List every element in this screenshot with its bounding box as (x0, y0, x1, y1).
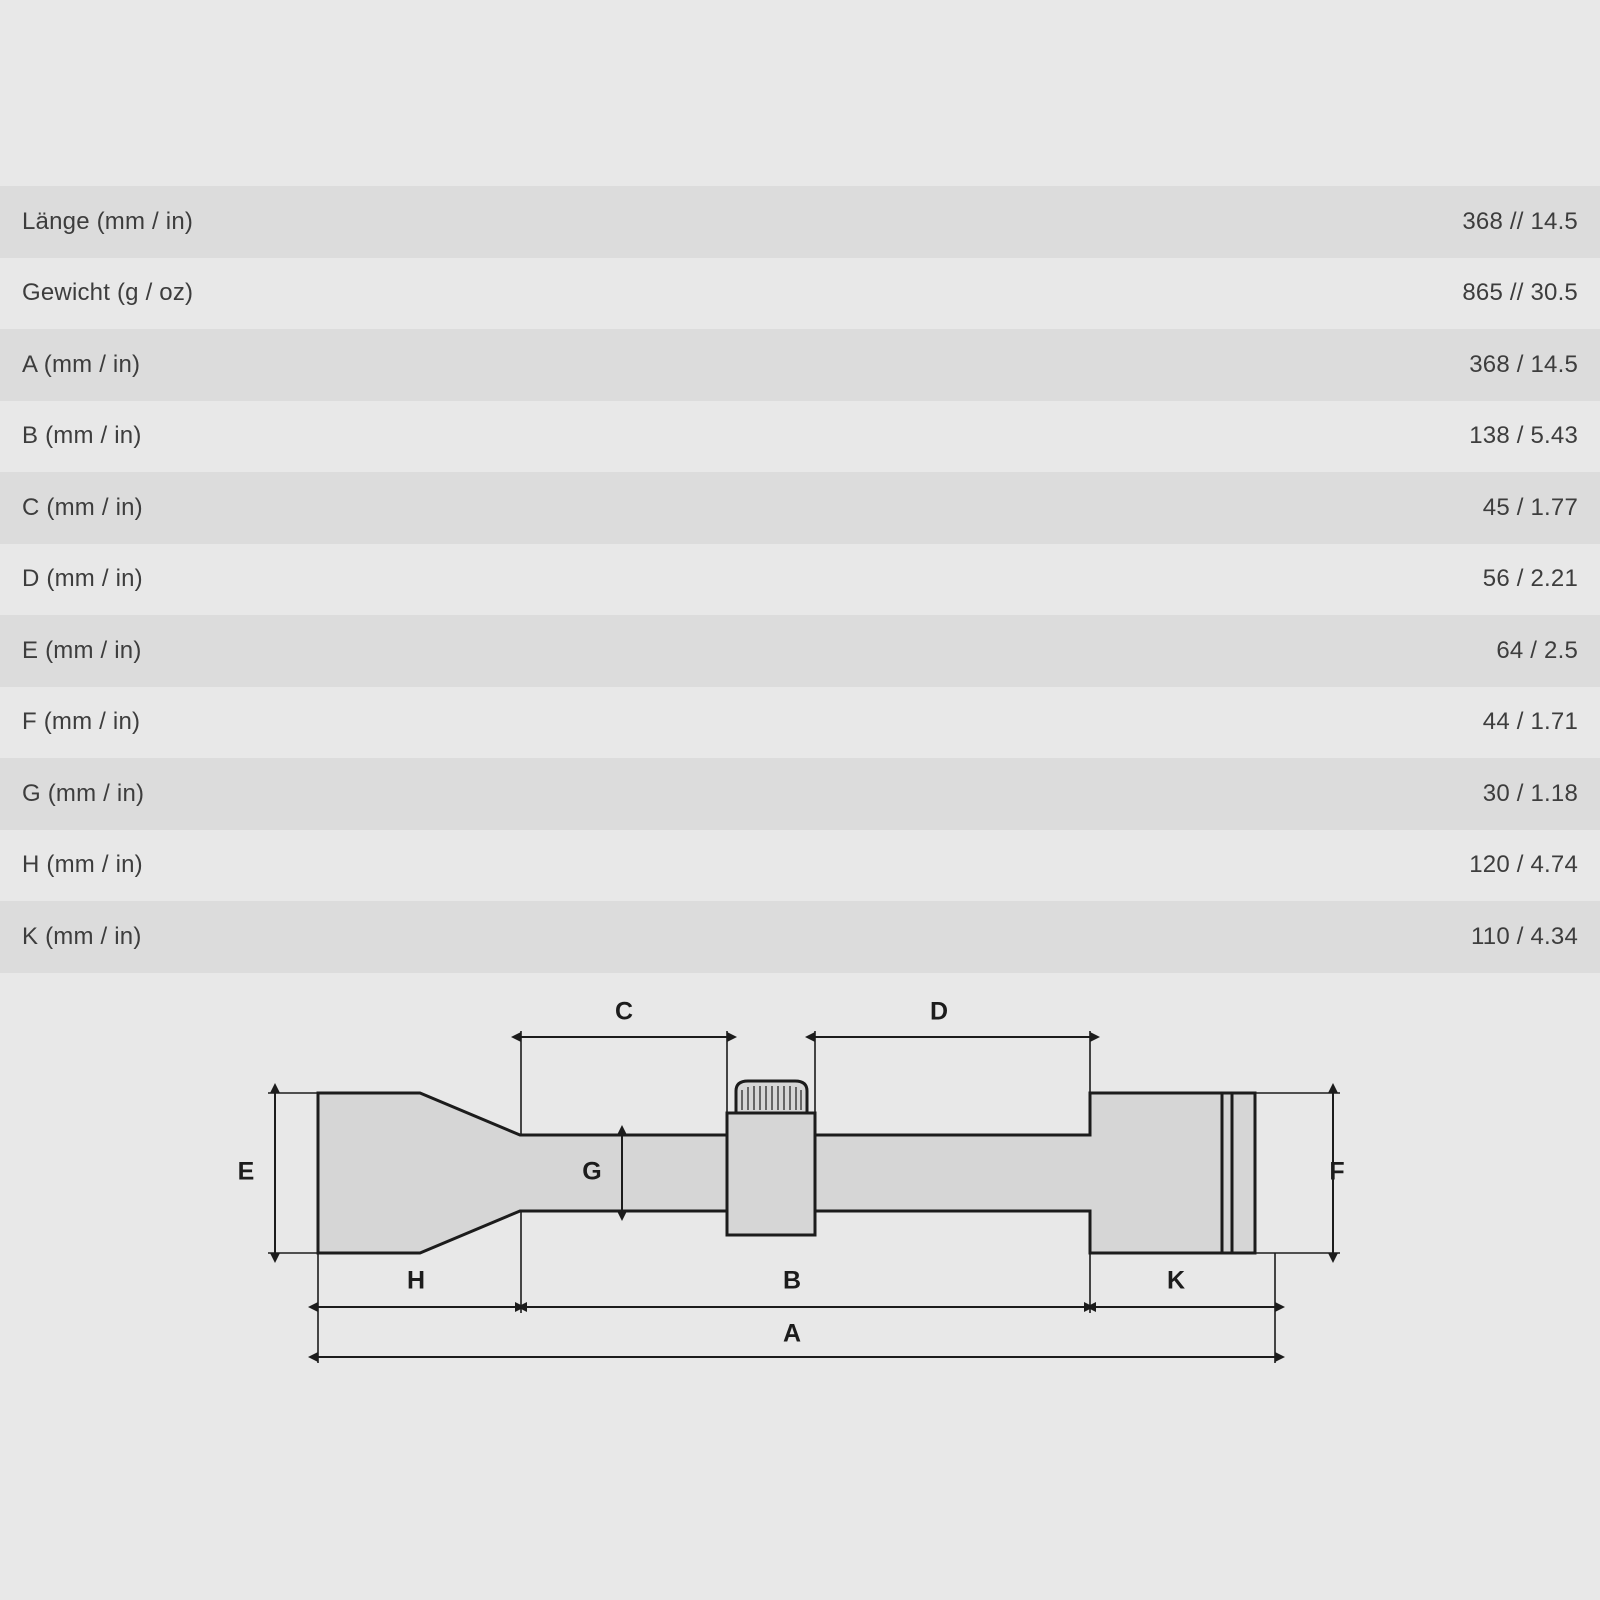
spec-value: 368 / 14.5 (1469, 350, 1578, 378)
table-row (0, 186, 1600, 258)
dim-label-b: B (782, 1266, 802, 1295)
spec-label: G (mm / in) (22, 779, 145, 807)
spec-value: 64 / 2.5 (1496, 636, 1578, 664)
table-row (0, 901, 1600, 973)
spec-label: C (mm / in) (22, 493, 143, 521)
riflescope-diagram (0, 995, 1600, 1415)
spec-label: Länge (mm / in) (22, 207, 194, 235)
spec-label: A (mm / in) (22, 350, 141, 378)
spec-label: E (mm / in) (22, 636, 142, 664)
dim-label-a: A (782, 1319, 802, 1348)
dim-label-g: G (582, 1157, 602, 1186)
spec-value: 45 / 1.77 (1482, 493, 1578, 521)
table-row (0, 544, 1600, 616)
table-row (0, 615, 1600, 687)
spec-value: 56 / 2.21 (1482, 565, 1578, 593)
spec-label: H (mm / in) (22, 851, 143, 879)
spec-label: Gewicht (g / oz) (22, 279, 194, 307)
spec-value: 865 // 30.5 (1462, 279, 1578, 307)
dim-label-h: H (406, 1266, 426, 1295)
spec-label: K (mm / in) (22, 922, 142, 950)
spec-label: D (mm / in) (22, 565, 143, 593)
scope-body-outline (318, 1081, 1255, 1253)
dim-label-k: K (1166, 1266, 1186, 1295)
dim-label-f: F (1329, 1157, 1345, 1186)
table-row (0, 472, 1600, 544)
spec-label: F (mm / in) (22, 708, 141, 736)
spec-value: 44 / 1.71 (1482, 708, 1578, 736)
spec-value: 30 / 1.18 (1482, 779, 1578, 807)
spec-value: 138 / 5.43 (1469, 422, 1578, 450)
table-row (0, 758, 1600, 830)
spec-value: 368 // 14.5 (1462, 207, 1578, 235)
table-row (0, 258, 1600, 330)
specifications-table (0, 186, 1600, 973)
dim-label-d: D (929, 997, 949, 1026)
spec-label: B (mm / in) (22, 422, 142, 450)
spec-value: 120 / 4.74 (1469, 851, 1578, 879)
table-row (0, 830, 1600, 902)
dim-label-e: E (237, 1157, 255, 1186)
table-row (0, 329, 1600, 401)
dim-label-c: C (614, 997, 634, 1026)
spec-value: 110 / 4.34 (1471, 922, 1578, 950)
table-row (0, 687, 1600, 759)
table-row (0, 401, 1600, 473)
